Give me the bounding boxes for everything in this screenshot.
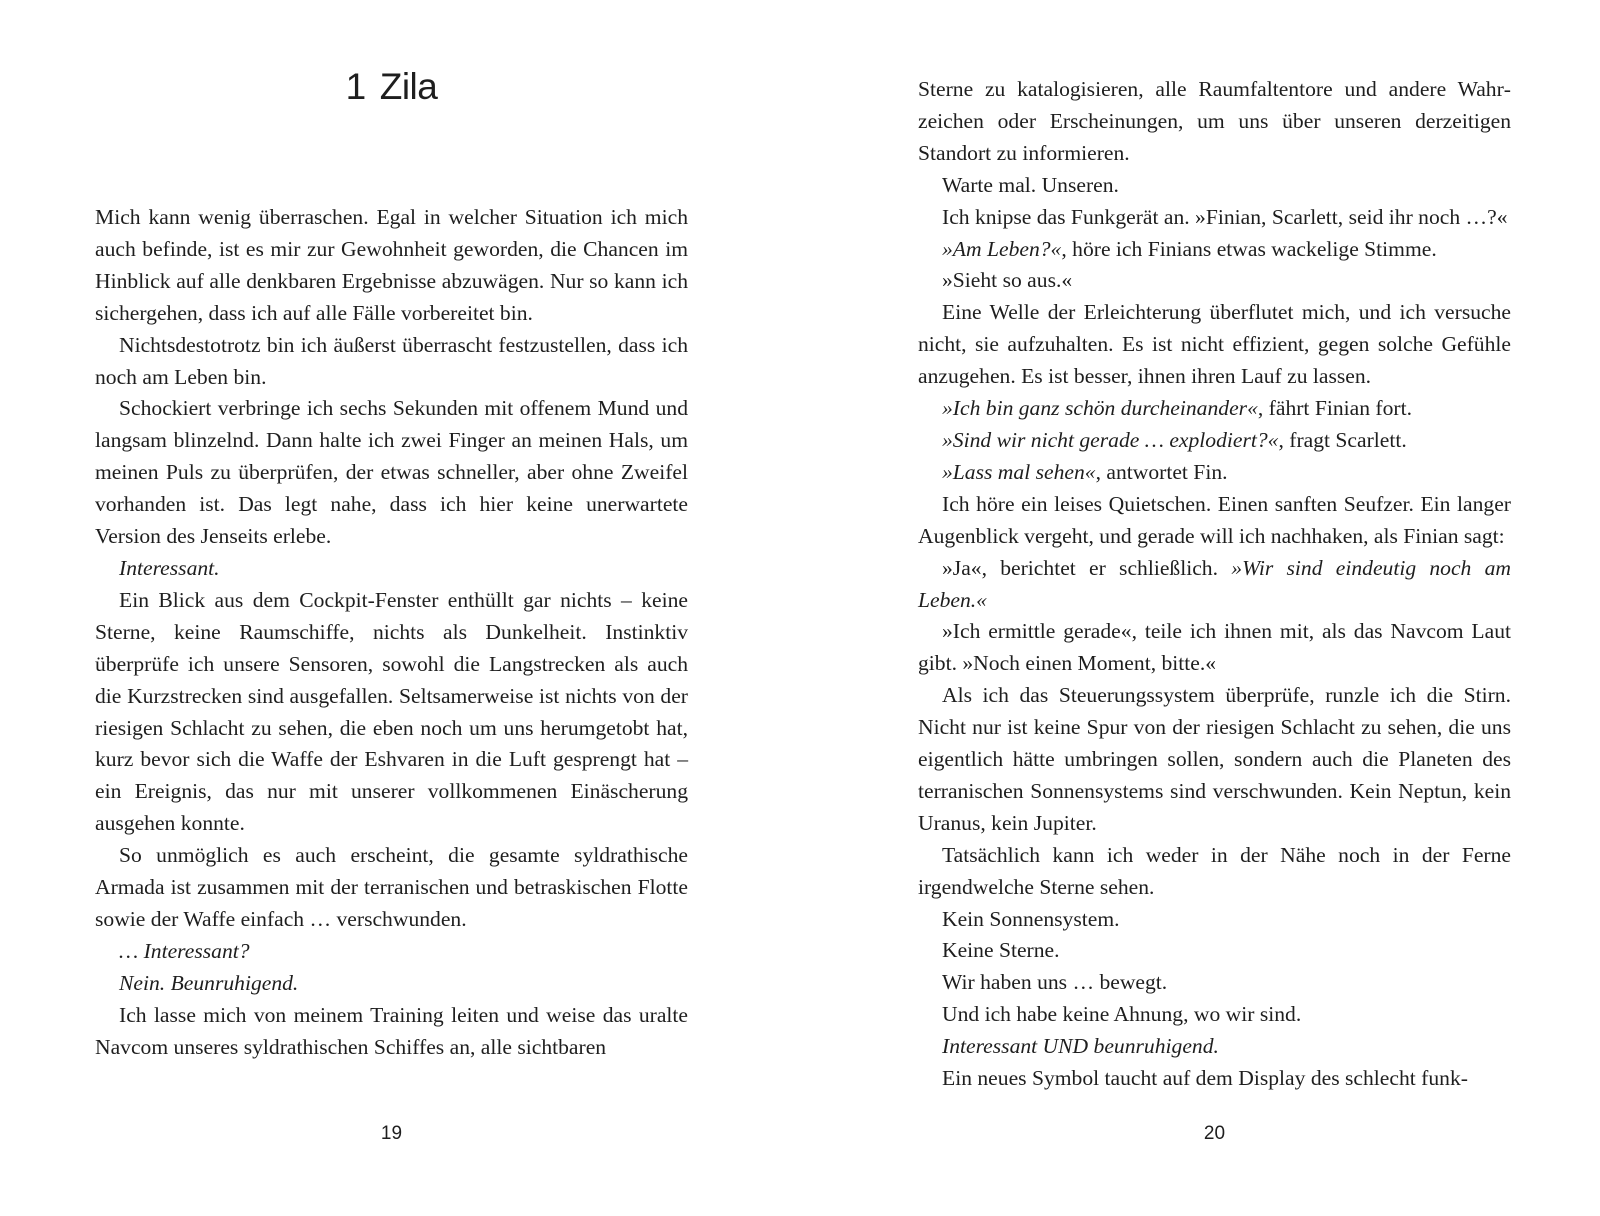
paragraph: Ein neues Symbol taucht auf dem Display des schlecht funk- [942, 1066, 1468, 1091]
speech-tag: »Ja«, berichtet er schließlich. [942, 555, 1232, 580]
paragraph: So unmöglich es auch erscheint, die gesamte syldrathische Armada ist zusammen mit der terranischen und betraskischen Flotte sowie der Waffe einfach … verschwunden. [95, 843, 688, 931]
italic-speech: »Wir sind eindeutig noch am Leben.« [918, 555, 1512, 612]
right-page-body [918, 74, 1511, 1095]
paragraph [95, 936, 688, 968]
paragraph: Nichtsdestotrotz bin ich äußerst überrascht festzustellen, dass ich noch am Leben bin. [95, 332, 688, 389]
paragraph: Als ich das Steuerungssystem überprüfe, runzle ich die Stirn. Nicht nur ist keine Spur von der riesigen Schlacht zu sehen, die uns eigentlich hätte umbringen sollen, sondern auch die Planeten des terranischen Sonnensystems sind verschwunden. Kein Neptun, kein Uranus, kein Jupiter. [918, 683, 1511, 835]
italic-speech: »Sind wir nicht gerade … explodiert?« [942, 427, 1279, 452]
paragraph [95, 553, 688, 585]
speech-tag: , antwortet Fin. [1095, 459, 1228, 484]
page-number: 19 [380, 1123, 403, 1144]
paragraph: »Sieht so aus.« [942, 268, 1073, 293]
paragraph: Sterne zu katalogisieren, alle Raumfaltentore und andere Wahrzeichen oder Erscheinungen, um uns über unseren derzeitigen Standort zu informieren. [918, 77, 1511, 165]
chapter-title-text: Zila [379, 66, 438, 107]
paragraph: Mich kann wenig überraschen. Egal in welcher Situation ich mich auch befinde, ist es mir zur Gewohnheit geworden, die Chancen im Hinblick auf alle denkbaren Ergebnisse abzuwägen. Nur so kann ich sichergehen, dass ich auf alle Fälle vorbereitet bin. [95, 205, 688, 325]
italic-speech: »Am Leben?« [942, 236, 1062, 261]
paragraph: Eine Welle der Erleichterung überflutet mich, und ich versuche nicht, sie aufzuhalten. Es ist nicht effizient, gegen solche Gefühle anzugehen. Es ist besser, ihnen ihren Lauf zu lassen. [918, 300, 1511, 389]
chapter-number: 1 [345, 66, 366, 107]
paragraph: Warte mal. Unseren. [942, 172, 1119, 197]
paragraph: Ich lasse mich von meinem Training leiten und weise das uralte Navcom unseres syldrathischen Schiffes an, alle sichtbaren [95, 1002, 688, 1059]
page-number: 20 [1203, 1123, 1226, 1144]
paragraph: Und ich habe keine Ahnung, wo wir sind. [942, 1002, 1302, 1027]
paragraph [918, 234, 1511, 266]
italic-thought: Interessant UND beunruhigend. [942, 1034, 1219, 1059]
italic-thought: Interessant. [119, 555, 220, 580]
paragraph [918, 425, 1511, 457]
speech-tag: , fährt Finian fort. [1257, 396, 1412, 421]
paragraph: »Ich ermittle gerade«, teile ich ihnen mit, als das Navcom Laut gibt. »Noch einen Moment, bitte.« [918, 619, 1511, 676]
paragraph: Tatsächlich kann ich weder in der Nähe noch in der Ferne irgendwelche Sterne sehen. [918, 842, 1511, 899]
paragraph [918, 457, 1511, 489]
paragraph [95, 968, 688, 1000]
paragraph: Kein Sonnensystem. [942, 906, 1120, 931]
paragraph: Wir haben uns … bewegt. [942, 970, 1168, 995]
chapter-title [95, 62, 688, 112]
left-page [95, 0, 688, 1216]
italic-speech: »Lass mal sehen« [942, 459, 1096, 484]
left-page-body [95, 202, 688, 1063]
speech-tag: , höre ich Finians etwas wackelige Stimme. [1061, 236, 1437, 261]
paragraph: Keine Sterne. [942, 938, 1060, 963]
italic-thought: … Interessant? [119, 938, 250, 963]
paragraph: Ein Blick aus dem Cockpit-Fenster enthüllt gar nichts – keine Sterne, keine Raumschiffe, nichts als Dunkelheit. Instinktiv überprüfe ich unsere Sensoren, sowohl die Langstrecken als auch die Kurzstrecken sind ausgefallen. Seltsamerweise ist nichts von der riesigen Schlacht zu sehen, die eben noch um uns herumgetobt hat, kurz bevor sich die Waffe der Eshvaren in die Luft gesprengt hat – ein Ereignis, das nur mit unserer vollkommenen Einäscherung ausgehen konnte. [95, 587, 688, 836]
right-page [918, 0, 1511, 1216]
paragraph [918, 393, 1511, 425]
paragraph: Ich knipse das Funkgerät an. »Finian, Scarlett, seid ihr noch …?« [942, 204, 1508, 229]
speech-tag: , fragt Scarlett. [1278, 427, 1407, 452]
paragraph [918, 1031, 1511, 1063]
paragraph [918, 553, 1511, 617]
italic-speech: »Ich bin ganz schön durcheinander« [942, 396, 1258, 421]
italic-thought: Nein. Beunruhigend. [119, 970, 299, 995]
paragraph: Ich höre ein leises Quietschen. Einen sanften Seufzer. Ein langer Augenblick vergeht, und gerade will ich nachhaken, als Finian sagt: [918, 491, 1511, 548]
paragraph: Schockiert verbringe ich sechs Sekunden mit offenem Mund und langsam blinzelnd. Dann halte ich zwei Finger an meinen Hals, um meinen Puls zu überprüfen, der etwas schneller, aber ohne Zweifel vorhanden ist. Das legt nahe, dass ich hier keine unerwartete Version des Jenseits erlebe. [95, 396, 688, 549]
